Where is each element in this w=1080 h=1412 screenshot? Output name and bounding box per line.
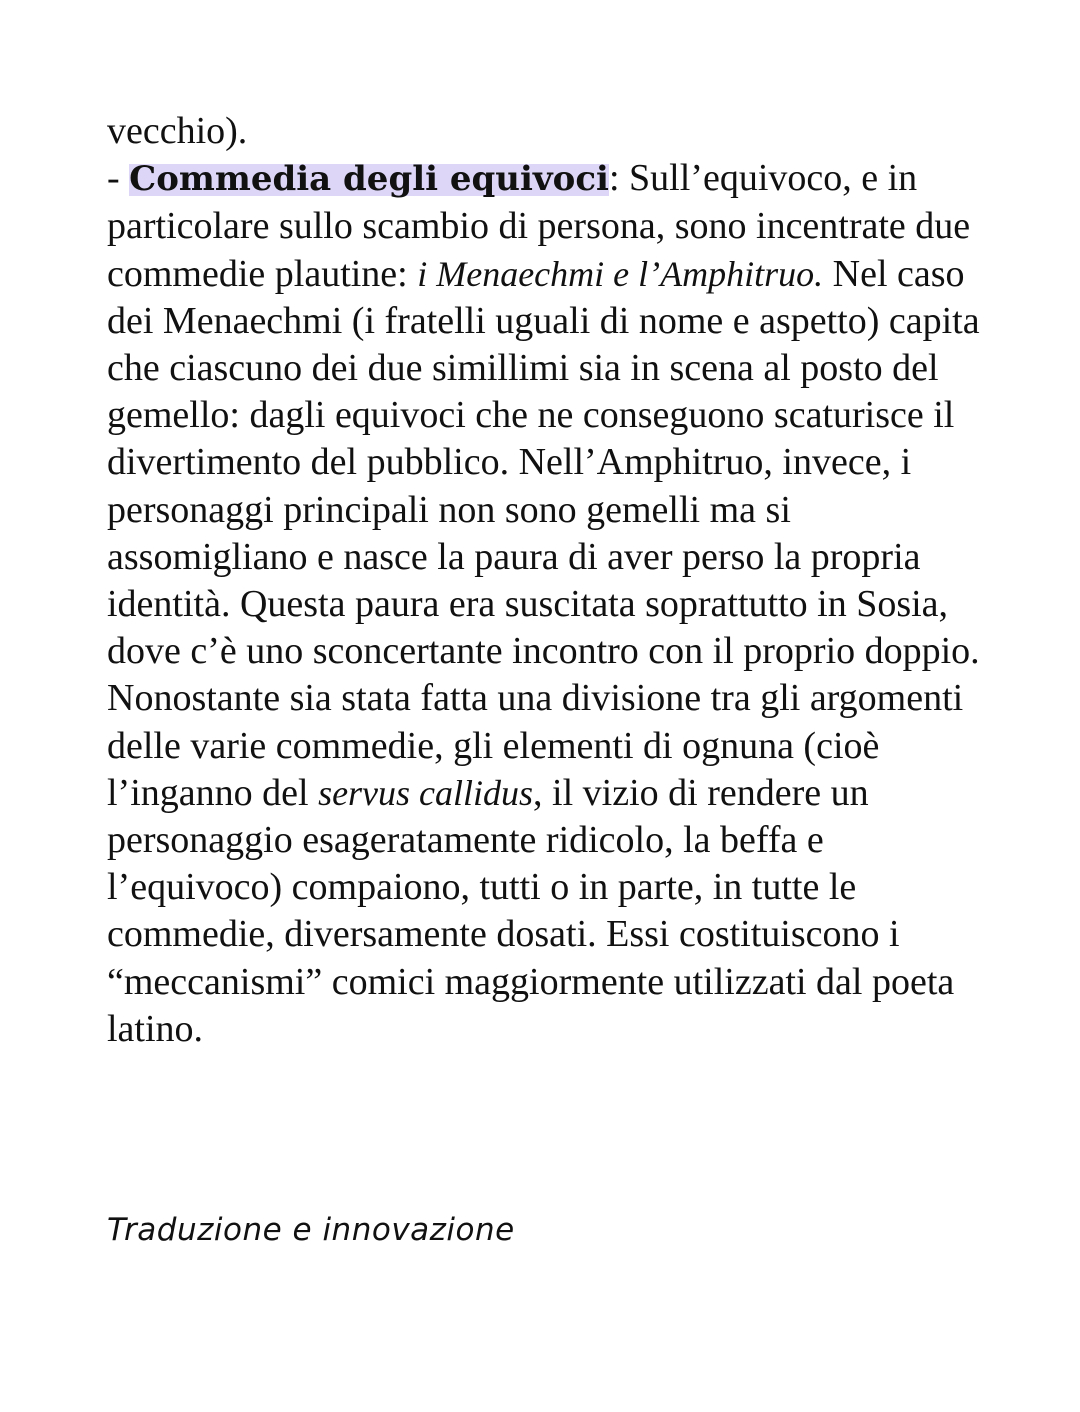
- italic-servus-callidus: servus callidus: [318, 772, 534, 813]
- equivoci-text-2: Nel caso dei Menaechmi (i fratelli uguali di nome e aspetto) capita che ciascuno dei due simillimi sia in scena al posto del gemello: dagli equivoci che ne conseguono scaturisce il divertimento del pubblico. Nell’Amphitruo, invece, i personaggi principali non sono gemelli ma si assomigliano e nasce la paura di aver perso la propria identità. Questa paura era suscitata soprattutto in Sosia, dove c’è uno sconcertante incontro con il proprio doppio.: [107, 252, 980, 673]
- list-bullet: -: [107, 157, 130, 200]
- equivoci-text-1: Sull’equivoco, e in particolare sullo scambio di persona, sono incentrate due commedie plautine:: [107, 157, 971, 295]
- equivoci-paragraph: [107, 155, 987, 675]
- summary-text-1: Nonostante sia stata fatta una divisione tra gli argomenti delle varie commedie, gli elementi di ognuna (cioè l’inganno del: [107, 677, 964, 814]
- document-body: [107, 108, 987, 1053]
- italic-titles: i Menaechmi e l’Amphitruo.: [417, 253, 824, 294]
- highlighted-term: Commedia degli equivoci: [129, 159, 609, 200]
- section-heading: Traduzione e innovazione: [107, 1212, 515, 1248]
- term-colon: :: [608, 157, 620, 200]
- summary-paragraph: [107, 675, 987, 1053]
- opening-line: vecchio).: [107, 110, 248, 152]
- summary-text-2: , il vizio di rendere un personaggio esageratamente ridicolo, la beffa e l’equivoco) compaiono, tutti o in parte, in tutte le commedie, diversamente dosati. Essi costituiscono i “meccanismi” comici maggiormente utilizzati dal poeta latino.: [107, 771, 955, 1050]
